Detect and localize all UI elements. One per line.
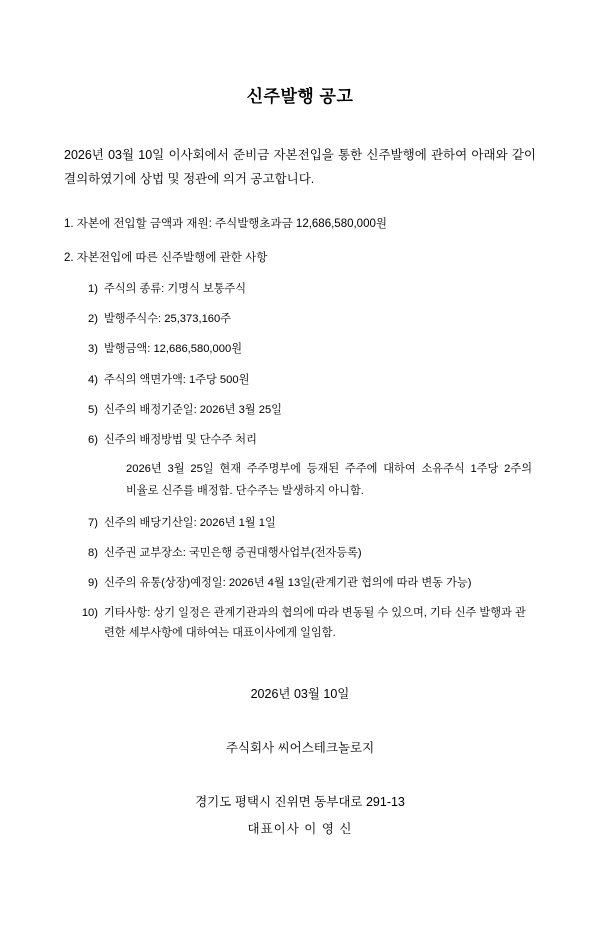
sub-item-list [64, 279, 536, 643]
clause-2-number: 2. [64, 252, 74, 265]
list-item-number: 5) [88, 403, 98, 416]
list-item [64, 400, 536, 420]
list-item-text: 신주의 유통(상장)예정일: 2026년 4월 13일(관계기관 협의에 따라 변동 가능) [104, 577, 472, 590]
list-item [64, 430, 536, 450]
list-item [64, 603, 536, 643]
page-title: 신주발행 공고 [246, 87, 354, 106]
document-page [0, 82, 600, 930]
list-item-number: 2) [88, 313, 98, 326]
list-item-text: 신주의 배당기산일: 2026년 1월 1일 [104, 516, 276, 529]
list-item [64, 543, 536, 563]
list-item-number: 9) [88, 577, 98, 590]
list-item-text: 기타사항: 상기 일정은 관계기관과의 협의에 따라 변동될 수 있으며, 기타 신주 발행과 관련한 세부사항에 대하여는 대표이사에게 일임함. [104, 607, 526, 640]
clause-2-text: 자본전입에 따른 신주발행에 관한 사항 [76, 252, 268, 265]
list-item [64, 279, 536, 299]
list-item-number: 10) [81, 607, 98, 620]
list-item-text: 발행주식수: 25,373,160주 [104, 313, 232, 326]
list-item-text: 주식의 액면가액: 1주당 500원 [104, 373, 250, 386]
footer-address: 경기도 평택시 진위면 동부대로 291-13 [195, 794, 405, 809]
clause-1-number: 1. [64, 217, 74, 230]
footer-ceo: 대표이사 이 영 신 [247, 821, 353, 836]
list-item [64, 573, 536, 593]
list-item [64, 339, 536, 359]
clause-1 [64, 214, 536, 235]
clause-2 [64, 248, 536, 269]
list-item-number: 8) [88, 546, 98, 559]
footer-company: 주식회사 씨어스테크놀로지 [225, 740, 375, 755]
list-item [64, 309, 536, 329]
document-footer [64, 684, 536, 837]
list-item-number: 4) [88, 373, 98, 386]
footer-date: 2026년 03월 10일 [250, 686, 350, 701]
clause-1-text: 자본에 전입할 금액과 재원: 주식발행초과금 12,686,580,000원 [76, 217, 387, 230]
list-item-number: 3) [88, 343, 98, 356]
list-item [64, 370, 536, 390]
list-item-text: 신주권 교부장소: 국민은행 증권대행사업부(전자등록) [104, 546, 362, 559]
list-item-number: 6) [88, 433, 98, 446]
list-item-text: 신주의 배정기준일: 2026년 3월 25일 [104, 403, 282, 416]
intro-paragraph: 2026년 03월 10일 이사회에서 준비금 자본전입을 통한 신주발행에 관하여 아래와 같이 결의하였기에 상법 및 정관에 의거 공고합니다. [64, 148, 536, 187]
list-item-text: 주식의 종류: 기명식 보통주식 [104, 283, 247, 296]
list-item [64, 513, 536, 533]
allocation-note: 2026년 3월 25일 현재 주주명부에 등재된 주주에 대하여 소유주식 1주당 2주의 비율로 신주를 배정함. 단수주는 발생하지 아니함. [126, 463, 532, 497]
list-item-number: 1) [88, 283, 98, 296]
list-item-number: 7) [88, 516, 98, 529]
list-item-text: 발행금액: 12,686,580,000원 [104, 343, 243, 356]
list-item-text: 신주의 배정방법 및 단수주 처리 [104, 433, 257, 446]
